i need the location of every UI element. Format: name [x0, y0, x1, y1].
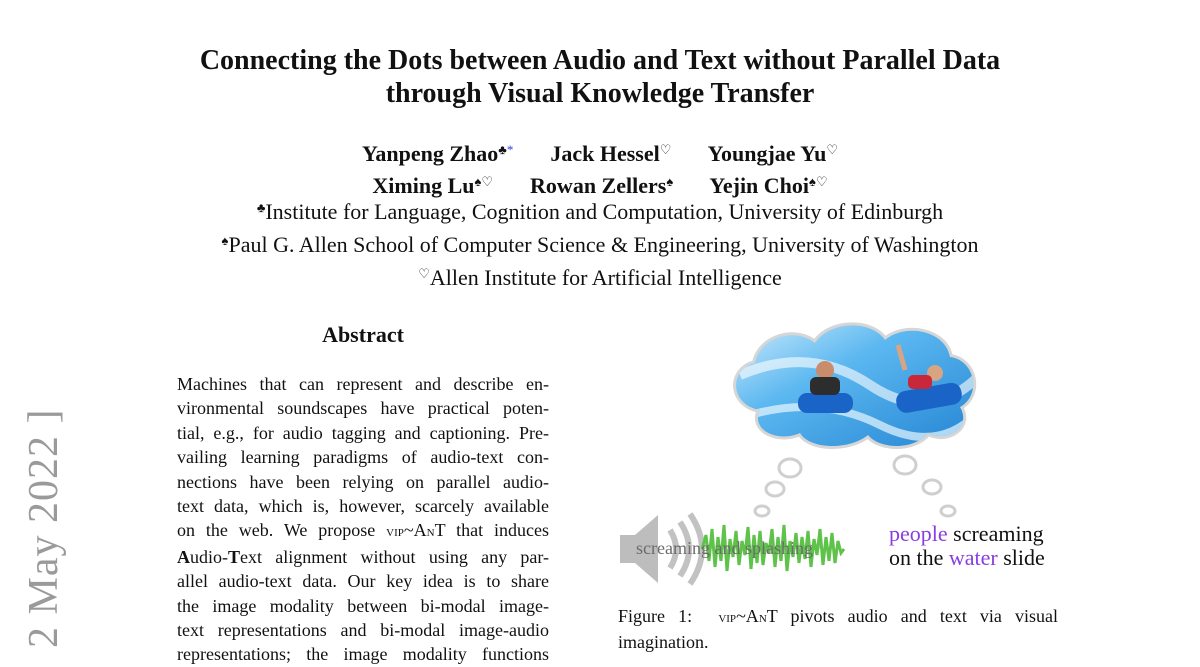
audio-label: screaming and splashing	[636, 538, 813, 558]
affiliation-mark: ♡	[826, 142, 839, 157]
affiliation-text: Paul G. Allen School of Computer Science & Engineering, University of Washington	[228, 232, 979, 257]
affiliation-mark: ♠	[666, 174, 674, 189]
abstract-heading: Abstract	[322, 322, 404, 347]
paper-title	[0, 44, 1200, 110]
output-line-1	[889, 522, 1045, 546]
affiliation-mark: ♠	[221, 233, 229, 248]
abstract-line: allel audio-text data. Our key idea is to share	[177, 571, 549, 592]
imagination-cloud	[720, 315, 990, 516]
affiliation-mark: ♡	[418, 266, 430, 281]
author-name: Yejin Choi	[709, 173, 810, 198]
method-name: ~A	[403, 520, 427, 541]
affiliation-2	[0, 226, 1200, 259]
affiliation-1	[0, 193, 1200, 226]
bold-letter: A	[177, 546, 190, 567]
abstract-line: representations; the image modality functions	[177, 644, 549, 665]
output-text: on the	[889, 545, 949, 570]
abstract-line: Machines that can represent and describe en-	[177, 374, 549, 394]
affiliation-text: Institute for Language, Cognition and Computation, University of Edinburgh	[265, 199, 944, 224]
figure-caption	[618, 604, 1058, 654]
equal-contribution-mark[interactable]: *	[506, 142, 514, 157]
affiliation-mark: ♡	[659, 142, 672, 157]
abstract-text: udio-	[190, 546, 228, 567]
affiliation-mark: ♣	[256, 200, 266, 215]
method-name: ~A	[736, 606, 759, 626]
highlight-word: water	[948, 545, 998, 570]
author-row-1	[0, 136, 1200, 168]
output-text: slide	[997, 545, 1045, 570]
author-name: Ximing Lu	[372, 173, 475, 198]
abstract-body	[177, 372, 549, 667]
affiliation-mark: ♠♡	[809, 174, 828, 189]
affiliation-mark: ♣	[498, 142, 507, 157]
title-line-2: through Visual Knowledge Transfer	[385, 78, 815, 109]
author-list	[0, 136, 1200, 200]
figure-text-output	[889, 522, 1045, 570]
abstract-line: vironmental soundscapes have practical poten-	[177, 398, 549, 419]
affiliation-3	[0, 259, 1200, 292]
abstract-text: on the web. We propose	[177, 520, 387, 541]
output-line-2	[889, 546, 1045, 570]
method-name-sc: n	[758, 610, 767, 626]
abstract-line: the image modality between bi-modal image-	[177, 595, 549, 616]
abstract-line: tial, e.g., for audio tagging and captioning. Pre-	[177, 422, 549, 443]
author-name: Rowan Zellers	[530, 173, 667, 198]
arxiv-stamp: 2 May 2022 ]	[21, 408, 67, 648]
affiliation-mark: ♠♡	[474, 174, 494, 189]
method-name-sc: vip	[718, 610, 737, 626]
affiliation-text: Allen Institute for Artificial Intelligence	[429, 265, 782, 290]
abstract-line	[177, 545, 549, 569]
title-line-1: Connecting the Dots between Audio and Text without Parallel Data	[199, 45, 1001, 76]
abstract-text: ext alignment without using any par-	[240, 546, 549, 567]
abstract-line: vailing learning paradigms of audio-text con-	[177, 447, 549, 468]
method-name-sc: n	[426, 524, 435, 541]
caption-line-1	[618, 604, 1058, 630]
abstract-line: nections have been relying on parallel audio-	[177, 471, 549, 492]
output-text: screaming	[947, 521, 1044, 546]
author-name: Jack Hessel	[550, 141, 660, 166]
water-slide-image	[720, 315, 990, 455]
method-name-sc: vip	[386, 524, 404, 541]
figure-1	[610, 315, 1080, 648]
abstract-line	[177, 518, 549, 544]
caption-line-2: imagination.	[618, 632, 709, 652]
abstract-line: text representations and bi-modal image-audio	[177, 620, 549, 641]
highlight-word: people	[889, 521, 948, 546]
author-name: Yanpeng Zhao	[361, 141, 499, 166]
bold-letter: T	[228, 546, 241, 567]
affiliation-list	[0, 193, 1200, 292]
abstract-text: T that induces	[434, 520, 549, 541]
abstract-line: text data, which is, however, scarcely available	[177, 496, 549, 517]
caption-text: T pivots audio and text via visual	[766, 606, 1059, 626]
caption-label: Figure 1:	[618, 606, 693, 626]
author-name: Youngjae Yu	[707, 141, 827, 166]
